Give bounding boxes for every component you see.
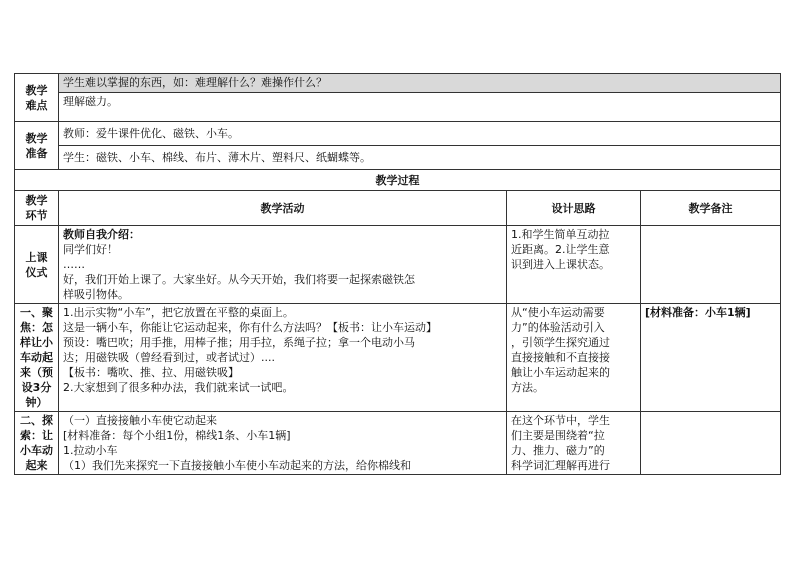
design-cell: 在这个环节中，学生 们主要是围绕着“拉 力、推力、磁力”的 科学词汇理解再进行	[507, 412, 641, 475]
process-row-focus	[15, 304, 781, 412]
preparation-row-students	[15, 146, 781, 170]
column-header-row	[15, 191, 781, 226]
preparation-teacher: 教师：爱牛课件优化、磁铁、小车。	[59, 122, 781, 146]
lesson-plan-table	[14, 73, 781, 475]
preparation-row-teacher	[15, 122, 781, 146]
difficulty-row-content	[15, 93, 781, 122]
preparation-label: 教学 准备	[15, 122, 59, 170]
activity-cell: 教师自我介绍： 同学们好！ …… 好，我们开始上课了。大家坐好。从今天开始，我们将要一起探索磁铁怎 样吸引物体。	[59, 226, 507, 304]
process-title-row	[15, 170, 781, 191]
difficulty-content: 理解磁力。	[59, 93, 781, 122]
step-label: 一、聚 焦：怎 样让小 车动起 来（预 设3分 钟）	[15, 304, 59, 412]
col-design-header: 设计思路	[507, 191, 641, 226]
step-label: 上课 仪式	[15, 226, 59, 304]
step-label: 二、探 索：让 小车动 起来	[15, 412, 59, 475]
difficulty-row-hint	[15, 74, 781, 93]
col-notes-header: 教学备注	[641, 191, 781, 226]
notes-cell	[641, 226, 781, 304]
col-activity-header: 教学活动	[59, 191, 507, 226]
process-title: 教学过程	[15, 170, 781, 191]
difficulty-hint: 学生难以掌握的东西，如：难理解什么？难操作什么？	[59, 74, 781, 93]
difficulty-label: 教学 难点	[15, 74, 59, 122]
process-row-explore	[15, 412, 781, 475]
process-row-greeting	[15, 226, 781, 304]
design-cell: 1.和学生简单互动拉 近距离。2.让学生意 识到进入上课状态。	[507, 226, 641, 304]
col-step-header: 教学 环节	[15, 191, 59, 226]
activity-cell: （一）直接接触小车使它动起来 [材料准备：每个小组1份，棉线1条、小车1辆] 1.拉动小车 （1）我们先来探究一下直接接触小车使小车动起来的方法，给你棉线和	[59, 412, 507, 475]
notes-cell	[641, 412, 781, 475]
activity-cell: 1.出示实物“小车”，把它放置在平整的桌面上。 这是一辆小车，你能让它运动起来，你有什么方法吗？【板书：让小车运动】 预设：嘴巴吹；用手推，用棒子推；用手拉，系绳子拉；拿一个电动小马 达；用磁铁吸（曾经看到过，或者试过）.... 【板书：嘴吹、推、拉、用磁铁吸】 2.大家想到了很多种办法，我们就来试一试吧。	[59, 304, 507, 412]
notes-cell: [材料准备：小车1辆]	[641, 304, 781, 412]
preparation-students: 学生：磁铁、小车、棉线、布片、薄木片、塑料尺、纸蝴蝶等。	[59, 146, 781, 170]
design-cell: 从“使小车运动需要 力”的体验活动引入 ，引领学生探究通过 直接接触和不直接接 触让小车运动起来的 方法。	[507, 304, 641, 412]
